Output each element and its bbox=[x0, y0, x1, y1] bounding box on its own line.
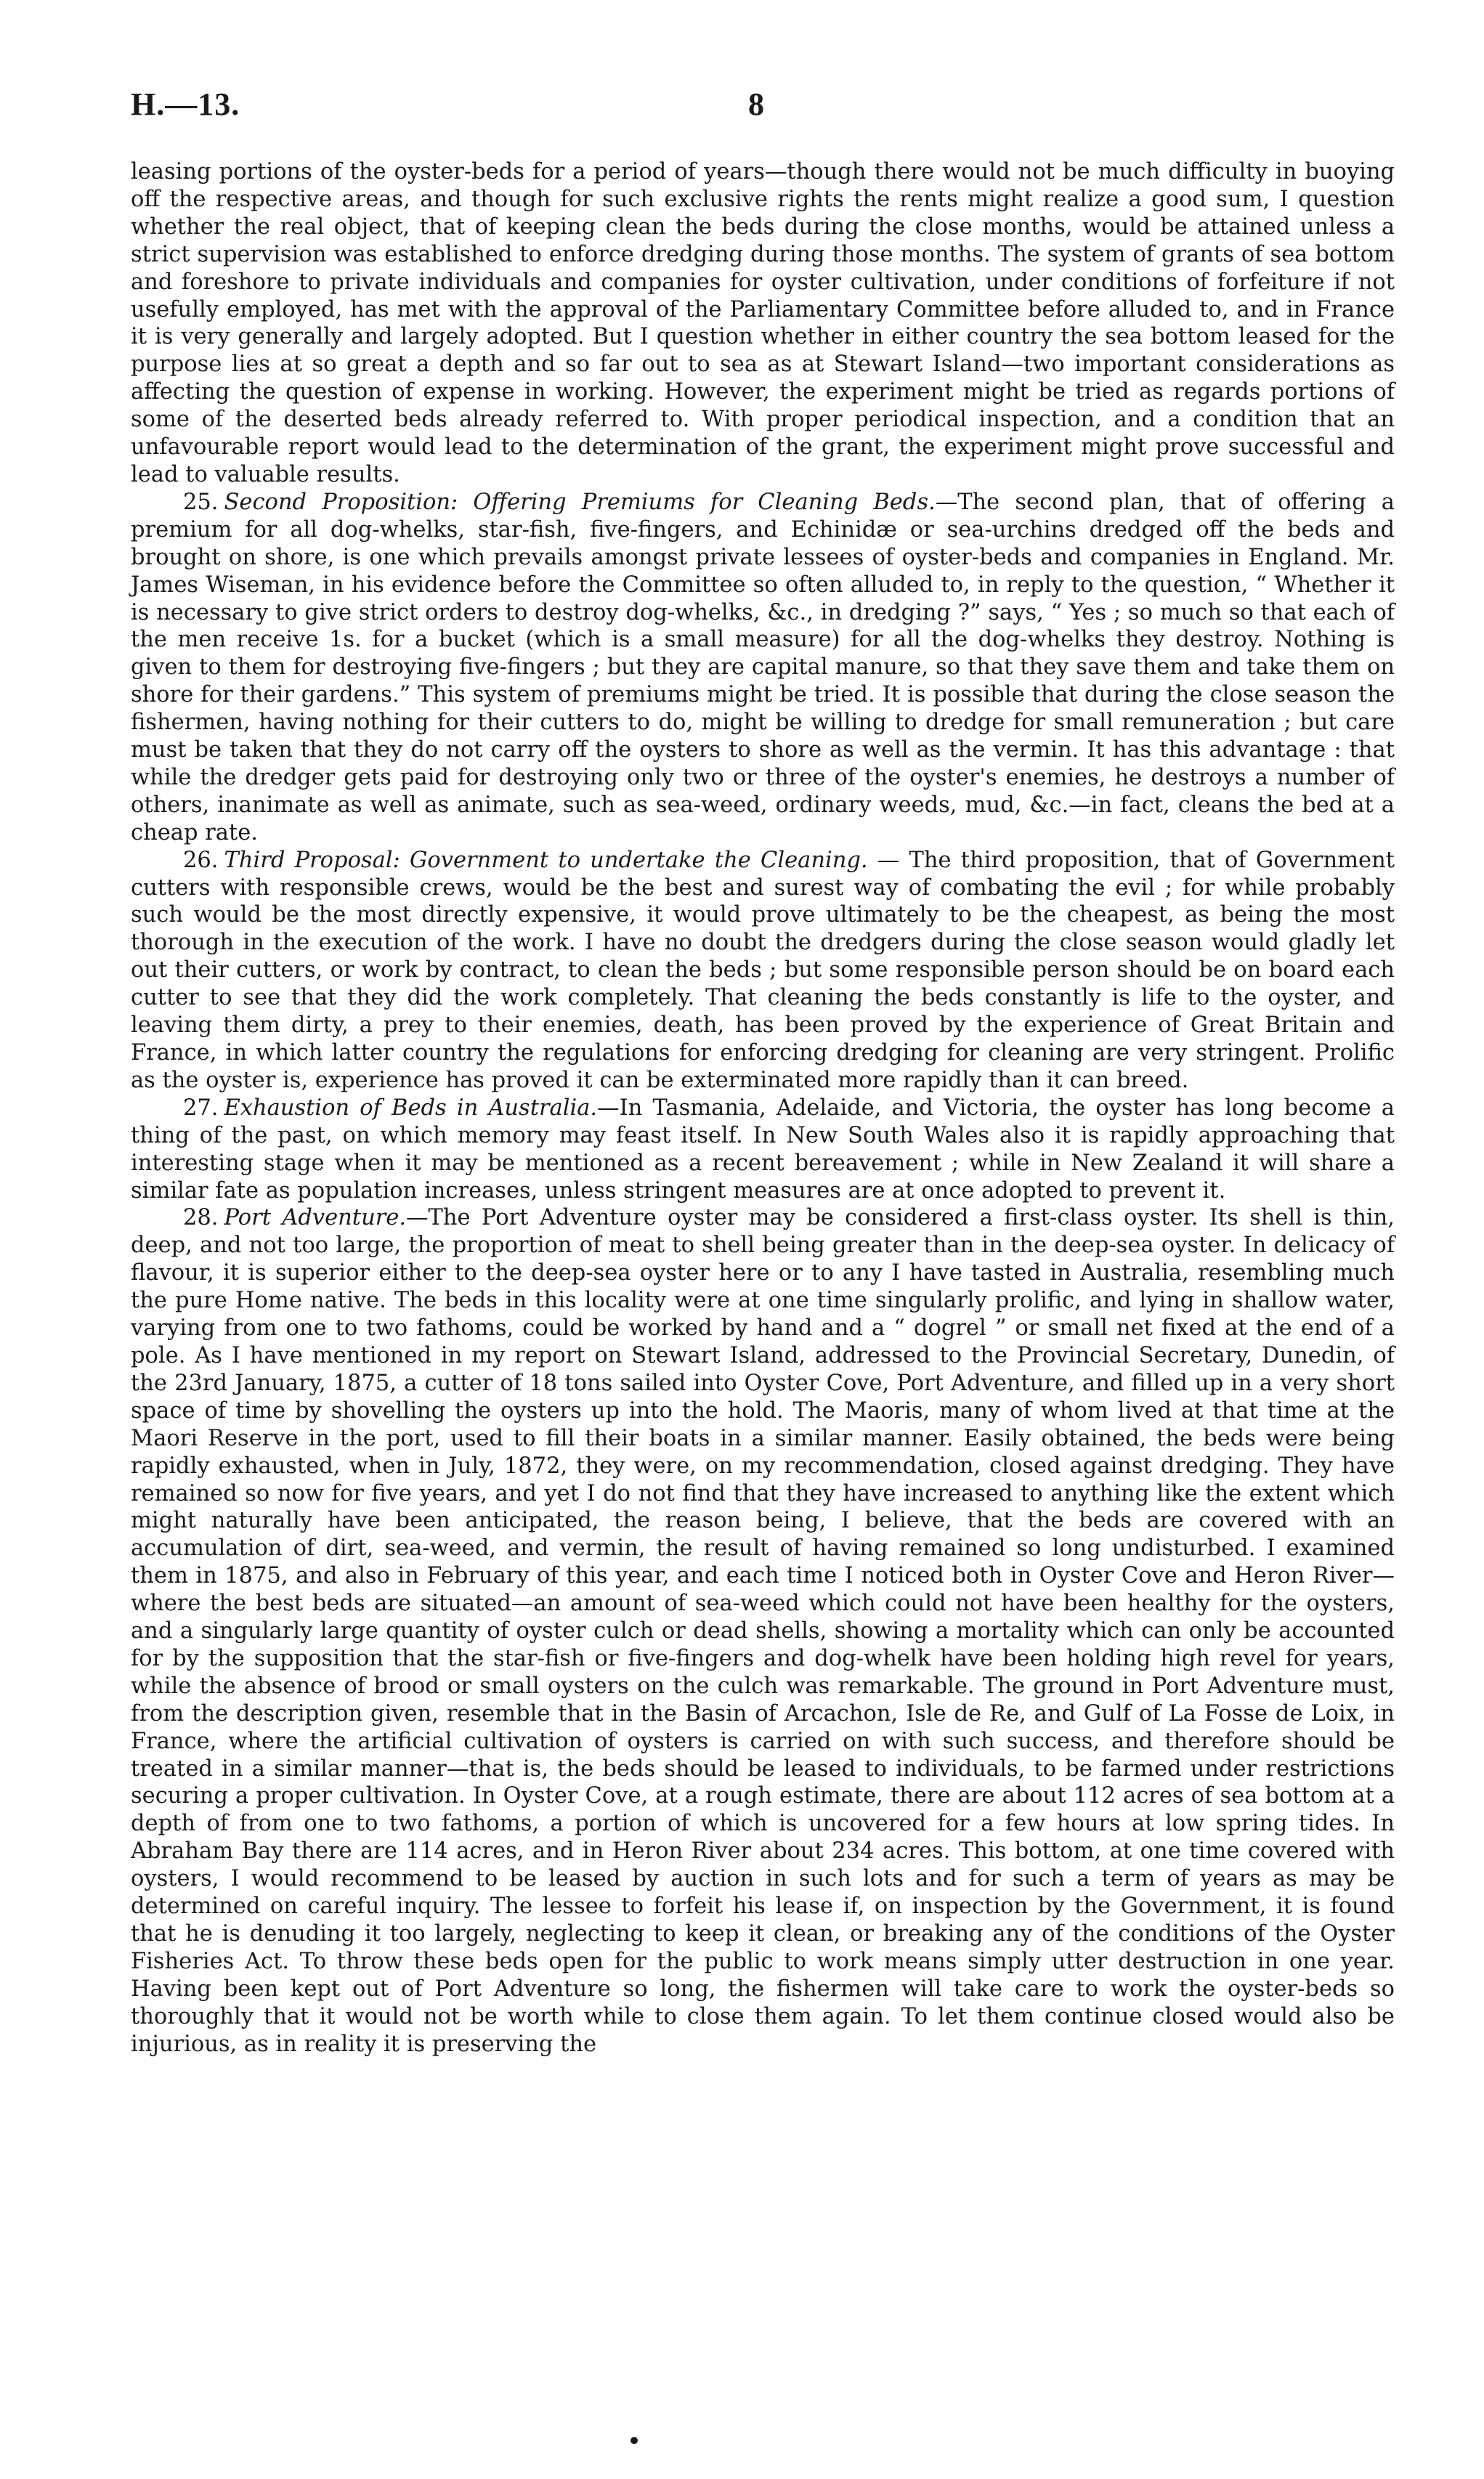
paragraph-number: 26. bbox=[183, 847, 219, 873]
paragraph-heading: Second Proposition: Offering Premiums for Cleaning Beds. bbox=[224, 489, 936, 515]
page-header bbox=[131, 86, 1395, 129]
paragraph-heading: Exhaustion of Beds in Australia. bbox=[224, 1095, 598, 1121]
paragraph-number: 25. bbox=[183, 489, 219, 515]
paragraph-heading: Third Proposal: Government to undertake the Cleaning. bbox=[224, 847, 868, 873]
body-text bbox=[131, 158, 1395, 2058]
document-reference: H.—13. bbox=[131, 86, 240, 122]
page-number: 8 bbox=[748, 86, 764, 122]
paragraph-text: —In Tasmania, Adelaide, and Victoria, the oyster has long become a thing of the past, on which memory may feast itself. In New South Wales also it is rapidly approaching that interesting stage when it may be mentioned as a recent bereavement ; while in New Zealand it will share a similar fate as population increases, unless stringent measures are at once adopted to prevent it. bbox=[131, 1095, 1395, 1204]
paragraph-number: 27. bbox=[183, 1095, 219, 1121]
paragraph-heading: Port Adventure. bbox=[224, 1205, 407, 1231]
paragraph-26 bbox=[131, 847, 1395, 1095]
paragraph-text: —The Port Adventure oyster may be considered a first-class oyster. Its shell is thin, deep, and not too large, the proportion of meat to shell being greater than in the deep-sea oyster. In delicacy of flavour, it is superior either to the deep-sea oyster here or to any I have tasted in Australia, resembling much the pure Home native. The beds in this locality were at one time singularly prolific, and lying in shallow water, varying from one to two fathoms, could be worked by hand and a “ dogrel ” or small net fixed at the end of a pole. As I have mentioned in my report on Stewart Island, addressed to the Provincial Secretary, Dunedin, of the 23rd January, 1875, a cutter of 18 tons sailed into Oyster Cove, Port Adventure, and filled up in a very short space of time by shovelling the oysters up into the hold. The Maoris, many of whom lived at that time at the Maori Reserve in the port, used to fill their boats in a similar manner. Easily obtained, the beds were being rapidly exhausted, when in July, 1872, they were, on my recommendation, closed against dredging. They have remained so now for five years, and yet I do not find that they have increased to anything like the extent which might naturally have been anticipated, the reason being, I believe, that the beds are covered with an accumulation of dirt, sea-weed, and vermin, the result of having remained so long undisturbed. I examined them in 1875, and also in February of this year, and each time I noticed both in Oyster Cove and Heron River—where the best beds are situated—an amount of sea-weed which could not have been healthy for the oysters, and a singularly large quantity of oyster culch or dead shells, showing a mortality which can only be accounted for by the supposition that the star-fish or five-fingers and dog-whelk have been holding high revel for years, while the absence of brood or small oysters on the culch was remarkable. The ground in Port Adventure must, from the description given, resemble that in the Basin of Arcachon, Isle de Re, and Gulf of La Fosse de Loix, in France, where the artificial cultivation of oysters is carried on with such success, and therefore should be treated in a similar manner—that is, the beds should be leased to individuals, to be farmed under restrictions securing a proper cultivation. In Oyster Cove, at a rough estimate, there are about 112 acres of sea bottom at a depth of from one to two fathoms, a portion of which is uncovered for a few hours at low spring tides. In Abraham Bay there are 114 acres, and in Heron River about 234 acres. This bottom, at one time covered with oysters, I would recommend to be leased by auction in such lots and for such a term of years as may be determined on careful inquiry. The lessee to forfeit his lease if, on inspection by the Government, it is found that he is denuding it too largely, neglecting to keep it clean, or breaking any of the conditions of the Oyster Fisheries Act. To throw these beds open for the public to work means simply utter destruction in one year. Having been kept out of Port Adventure so long, the fishermen will take care to work the oyster-beds so thoroughly that it would not be worth while to close them again. To let them continue closed would also be injurious, as in reality it is preserving the bbox=[131, 1205, 1395, 2057]
paragraph-28 bbox=[131, 1204, 1395, 2058]
paragraph-text: — The third proposition, that of Government cutters with responsible crews, would be the best and surest way of combating the evil ; for while probably such would be the most directly expensive, it would prove ultimately to be the cheapest, as being the most thorough in the execution of the work. I have no doubt the dredgers during the close season would gladly let out their cutters, or work by contract, to clean the beds ; but some responsible person should be on board each cutter to see that they did the work completely. That cleaning the beds constantly is life to the oyster, and leaving them dirty, a prey to their enemies, death, has been proved by the experience of Great Britain and France, in which latter country the regulations for enforcing dredging for cleaning are very stringent. Prolific as the oyster is, experience has proved it can be exterminated more rapidly than it can breed. bbox=[131, 847, 1395, 1093]
paragraph-number: 28. bbox=[183, 1205, 219, 1231]
continued-paragraph: leasing portions of the oyster-beds for a period of years—though there would not be much difficulty in buoying off the respective areas, and though for such exclusive rights the rents might realize a good sum, I question whether the real object, that of keeping clean the beds during the close months, would be attained unless a strict supervision was established to enforce dredging during those months. The system of grants of sea bottom and foreshore to private individuals and companies for oyster cultivation, under conditions of forfeiture if not usefully employed, has met with the approval of the Parliamentary Committee before alluded to, and in France it is very generally and largely adopted. But I question whether in either country the sea bottom leased for the purpose lies at so great a depth and so far out to sea as at Stewart Island—two important considerations as affecting the question of expense in working. However, the experiment might be tried as regards portions of some of the deserted beds already referred to. With proper periodical inspection, and a condition that an unfavourable report would lead to the determination of the grant, the experiment might prove successful and lead to valuable results. bbox=[131, 159, 1395, 487]
paragraph-text: —The second plan, that of offering a premium for all dog-whelks, star-fish, five-fingers, and Echinidæ or sea-urchins dredged off the beds and brought on shore, is one which prevails amongst private lessees of oyster-beds and companies in England. Mr. James Wiseman, in his evidence before the Committee so often alluded to, in reply to the question, “ Whether it is necessary to give strict orders to destroy dog-whelks, &c., in dredging ?” says, “ Yes ; so much so that each of the men receive 1s. for a bucket (which is a small measure) for all the dog-whelks they destroy. Nothing is given to them for destroying five-fingers ; but they are capital manure, so that they save them and take them on shore for their gardens.” This system of premiums might be tried. It is possible that during the close season the fishermen, having nothing for their cutters to do, might be willing to dredge for small remuneration ; but care must be taken that they do not carry off the oysters to shore as well as the vermin. It has this advantage : that while the dredger gets paid for destroying only two or three of the oyster's enemies, he destroys a number of others, inanimate as well as animate, such as sea-weed, ordinary weeds, mud, &c.—in fact, cleans the bed at a cheap rate. bbox=[131, 489, 1395, 845]
paragraph-25 bbox=[131, 489, 1395, 847]
printer-dot-mark bbox=[631, 2437, 638, 2444]
paragraph-27 bbox=[131, 1095, 1395, 1205]
